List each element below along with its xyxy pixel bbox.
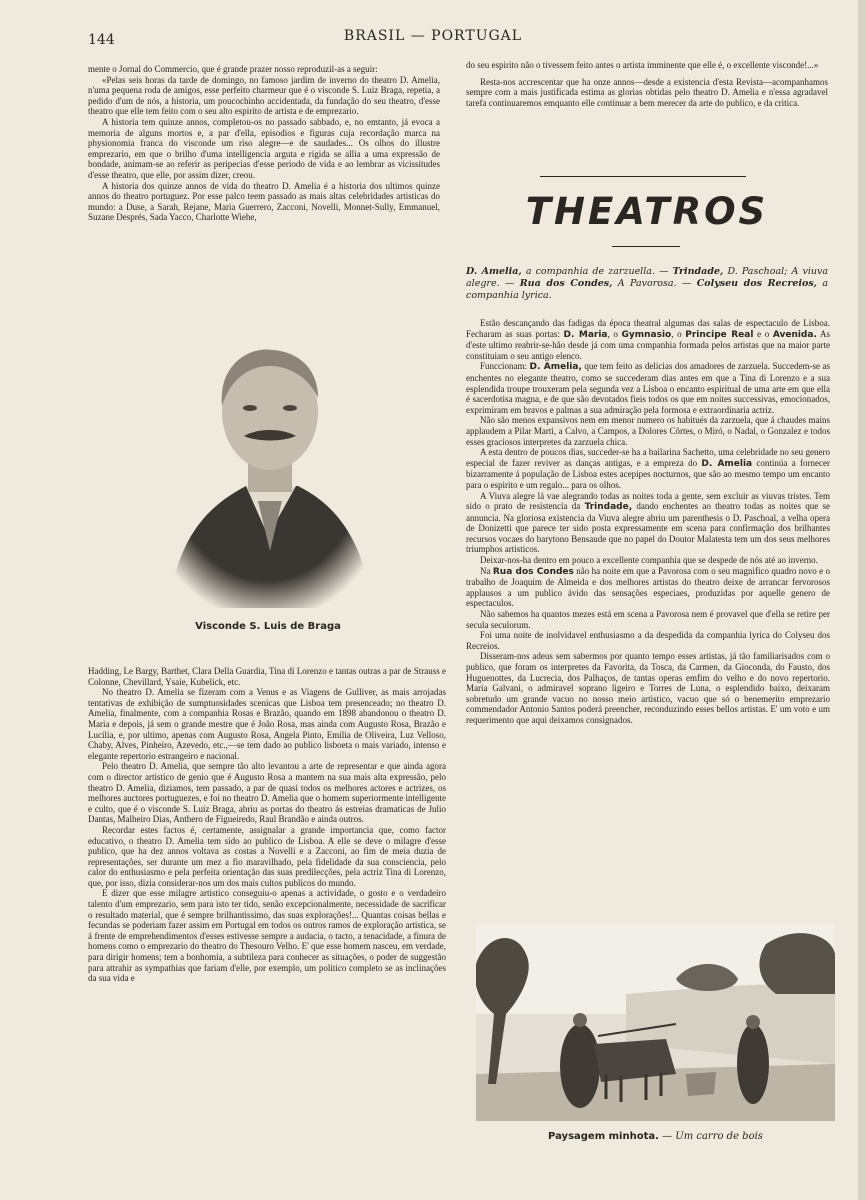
paragraph: Hadding, Le Bargy, Barthet, Clara Della Guardia, Tina di Lorenzo e tantas outras a par de Strauss e Colonne, Chevillard, Ysaie, Kubelick, etc. (88, 666, 446, 687)
page-number: 144 (88, 32, 115, 48)
paragraph: Pelo theatro D. Amelia, que sempre tão alto levantou a arte de representar e que ainda agora com o director artistico de genio que é Augusto Rosa a mantem na sua mais alta expressão, pelo theatro D. Amelia, diziamos, tem passado, a par de quasi todos os melhores actores e actrizes, os melhores auctores portuguezes, e foi no theatro D. Amelia que o homem superiormente intelligente e culto, que é o visconde S. Luiz Braga, abriu as portas do theatro ás estreias dramaticas de Julio Dantas, Malheiro Dias, Anthero de Figueiredo, Raul Brandão e ainda outros. (88, 761, 446, 825)
section-rule-bottom (612, 246, 680, 247)
summary-text: a companhia lyrica. (466, 278, 828, 301)
summary-venue: Trindade, (672, 266, 724, 277)
right-column-main (466, 318, 830, 903)
caption-subtitle: Um carro de bois (675, 1131, 763, 1142)
paragraph: Disseram-nos adeus sem sabermos por quanto tempo esses artistas, já tão familiarisados com o publico, que foram os interpretes da Favorita, da Tosca, da Carmen, da Gioconda, do Fausto, dos Huguenottes, da Lucrecia, dos Palhaços, de tantas operas emfim do velho e do novo repertorio. Maria Galvani, o admiravel soprano ligeiro e Torres de Luna, o esplendido baixo, deixaram sobretudo um grande vacuo no nosso meio artistico, vacuo que só o benemerito emprezario commendador Antonio Santos poderá preencher, reconduzindo esses bellos artistas. E' um voto e um requerimento que aqui deixamos consignados. (466, 651, 830, 725)
paragraph: A historia dos quinze annos de vida do theatro D. Amelia é a historia dos ultimos quinze annos do theatro portuguez. Por esse palco teem passado as mais altas celebridades artisticas do mundo: a Duse, a Sarah, Rejane, Maria Guerrero, Zacconi, Novelli, Monnet-Sully, Emmanuel, Suzane Després, Sada Yacco, Charlotte Wiehe, (88, 180, 440, 223)
left-column-bottom (88, 666, 446, 1144)
section-title: THEATROS (525, 190, 769, 233)
paragraph: Não são menos expansivos nem em menor numero os habitués da zarzuela, que á chaudes mains applaudem a Pilar Marti, a Calvo, a Campos, a Dolores Côrtes, o Miró, o Nadal, o Gonzalez e todos esses graciosos interpretes da zarzuela chica. (466, 415, 830, 447)
paragraph (466, 491, 830, 556)
portrait-caption: Visconde S. Luis de Braga (195, 621, 341, 632)
text: e o (753, 328, 773, 339)
paragraph: Foi uma noite de inolvidavel enthusiasmo a da despedida da companhia lyrica do Colyseu dos Recreios. (466, 630, 830, 651)
summary-text: A Pavorosa. — (612, 278, 697, 289)
paragraph: No theatro D. Amelia se fizeram com a Venus e as Viagens de Gulliver, as mais arrojadas tentativas de exhibição de sumptuosidades scenicas que Lisboa tem presenceado; no theatro D. Amelia, finalmente, com a companhia Rosas e Brazão, quando em 1898 abandonou o theatro D. Maria e depois, já sem o grande mestre que é João Rosa, mas ainda com Augusto Rosa, Brazão e Lucilia, e, por ultimo, apenas com Augusto Rosa, Angela Pinto, Emilia de Oliveira, Luz Velloso, Chaby, Alves, Pinheiro, Azevedo, etc.,—se tem dado ao publico lisboeta o mais variado, intenso e elegante repertorio estrangeiro e nacional. (88, 687, 446, 761)
caption-dash: — (658, 1131, 676, 1142)
summary-text: a companhia de zarzuella. — (521, 266, 673, 277)
paragraph: «Pelas seis horas da tarde de domingo, no famoso jardim de inverno do theatro D. Amelia, n'uma pequena roda de amigos, esse perfeito charmeur que é o visconde S. Luiz Braga, repetia, a pedido d'um de nós, a historia, um poucochinho accidentada, da fundação do seu theatro, d'esse theatro que elle tem feito com o seu alto espirito de artista e de emprezario. (88, 74, 440, 117)
venue-name: Avenida. (772, 329, 817, 340)
paragraph: Resta-nos accrescentar que ha onze annos—desde a existencia d'esta Revista—acompanhamos sempre com a mais justificada estima as glorias obtidas pelo theatro D. Amelia e n'essa agradavel tarefa continuaremos emquanto elle continuar a bem merecer da arte do publico, e da critica. (466, 76, 828, 108)
right-column-top (466, 60, 828, 156)
running-title: BRASIL — PORTUGAL (343, 28, 523, 44)
summary-venue: D. Amelia, (466, 266, 522, 277)
venue-name: Trindade, (584, 502, 633, 513)
text: A Viuva alegre lá vae alegrando todas as noites toda a gente, sem excluir as viuvas tristes. Tem sido o prato de resistencia da (466, 490, 830, 512)
text: dando enchentes ao theatro todas as noites que se annuncia. Na gloriosa existencia da Viuva alegre abriu um parenthesis o D. Paschoal, a velha opera de Donizetti que parece ter sido posta expressamente em scena para confirmação dos brilhantes recursos vocaes do barytono Bensaude que no papel do Doutor Malatesta tem um dos seus melhores triumphos artisticos. (466, 501, 830, 555)
paragraph: mente o Jornal do Commercio, que é grande prazer nosso reproduzil-as a seguir: (88, 64, 378, 74)
paragraph: E dizer que esse milagre artistico conseguiu-o apenas a actividade, o gosto e o verdadeiro talento d'um emprezario, sem para isto ter tido, senão excepcionalmente, necessidade de sacrificar o resultado material, que é sempre brilhantissimo, das suas explorações!... Quantas coisas bellas e fecundas se poderiam fazer assim em Portugal em todos os outros ramos de exploração artistica, se á frente de emprehendimentos d'esses estivesse sempre a audacia, o tacto, a tenacidade, a finura de homens como o emprezario do theatro do Thesouro Velho. E' que esse homem nasceu, em verdade, para dirigir homens; tem a bonhomia, a subtileza para conhecer as situações, o poder de suggestão para attrahir as sympathias que fariam d'elle, por exemplo, um politico completo se as inclinações da sua vida e (88, 888, 446, 984)
caption-title: Paysagem minhota. (548, 1131, 659, 1142)
text: que tem feito as delicias dos amadores de zarzuela. Succedem-se as enchentes no elegante theatro, como se succederam dias antes em que a Tina di Lorenzo e a sua esplendida troupe trouxeram pela segunda vez a Lisboa o encanto espiritual de uma arte em que ella é sacerdotisa magna, e de que são devotados fieis todos os que em noites successivas, emocionados, exprimiram em bravos e palmas a sua admiração pela formosa e extraordinaria actriz. (466, 361, 830, 415)
venue-name: Gymnasio (621, 329, 672, 340)
paragraph: A historia tem quinze annos, completou-os no passado sabbado, e, no emtanto, já evoca a memoria de alguns mortos e, a par d'ella, episodios e figuras cuja recordação marca na physionomia franca do visconde um riso alegre—e de saudades... Os olhos do illustre emprezario, em que o brilho d'uma intelligencia arguta e rigida se allia a uma expressão de bondade, animam-se ao referir as peripecias d'esse periodo de vida e ao lembrar as vicissitudes d'esse theatro, que elle, por assim dizer, creou. (88, 116, 440, 180)
venue-name: D. Amelia (701, 458, 753, 469)
summary-text: D. Paschoal; A viuva alegre. — (466, 266, 829, 289)
paragraph (466, 566, 830, 609)
section-summary (466, 266, 828, 302)
paragraph (466, 318, 830, 361)
venue-name: Principe Real (685, 329, 754, 340)
text: , o (671, 328, 686, 339)
paragraph: do seu espirito não o tivessem feito antes o artista imminente que elle é, o excellente visconde!...» (466, 60, 819, 70)
text: continúa a fornecer bizarramente á população de Lisboa estes acepipes nocturnos, que são ao mesmo tempo um encanto para o espirito e um regalo... para os olhos. (466, 457, 830, 490)
landscape-photo (476, 924, 835, 1121)
summary-venue: Colyseu dos Recreios, (696, 278, 817, 289)
venue-name: D. Amelia, (529, 362, 582, 373)
summary-venue: Rua dos Condes, (519, 278, 613, 289)
text: As d'este ultimo reabrir-se-hão desde já com uma companhia formada pelos artistas que na maior parte constituiam o seu antigo elenco. (466, 328, 830, 361)
text: A esta dentro de poucos dias, succeder-se ha a bailarina Sachetto, uma celebridade no seu genero especial de fazer reviver as danças antigas, e a empreza do (466, 447, 830, 468)
section-rule-top (540, 176, 746, 177)
page-header (0, 26, 866, 50)
paragraph: Não sabemos ha quantos mezes está em scena a Pavorosa nem é provavel que d'ella se retire per secula seculorum. (466, 609, 830, 630)
photo-caption (476, 1131, 835, 1142)
portrait-photo (158, 336, 376, 608)
paragraph (466, 361, 830, 415)
text: Funccionam: (480, 361, 530, 372)
text: Estão descançando das fadigas da época theatral algumas das salas de espectaculo de Lisboa. Fecharam as suas portas: (466, 318, 830, 339)
paragraph: Recordar estes factos é, certamente, assignalar a grande importancia que, como factor educativo, o theatro D. Amelia tem sido ao publico de Lisboa. A elle se deve o milagre d'esse publico, que ha dez annos voltava as costas a Novelli e a Zacconi, ao fim de meia duzia de representações, ser durante um mez a fio maravilhado, pela fidelidade da sua consciencia, pelo calor do enthusiasmo e pela perfeita orientação das suas predilecções, pela actriz Tina di Lorenzo, que, por isso, dizia considerar-nos um dos mais cultos publicos do mundo. (88, 824, 446, 888)
venue-name: D. Maria (563, 329, 608, 340)
page-edge (858, 0, 866, 1200)
paragraph (466, 447, 830, 490)
venue-name: Rua dos Condes (492, 566, 574, 577)
paragraph: Deixar-nos-ha dentro em pouco a excellente companhia que se despede de nós até ao inverno. (480, 555, 818, 566)
text: , o (607, 328, 622, 339)
left-column-top (88, 64, 440, 289)
text: não ha noite em que a Pavorosa com o seu magnifico quadro novo e o trabalho de Joaquim de Almeida e dos melhores artistas do theatro deixe de arrancar fervorosos applausos a um publico ávido das sensações especiaes, produzidas por aquelle genero de espectaculos. (466, 565, 830, 609)
text: Na (480, 565, 493, 576)
